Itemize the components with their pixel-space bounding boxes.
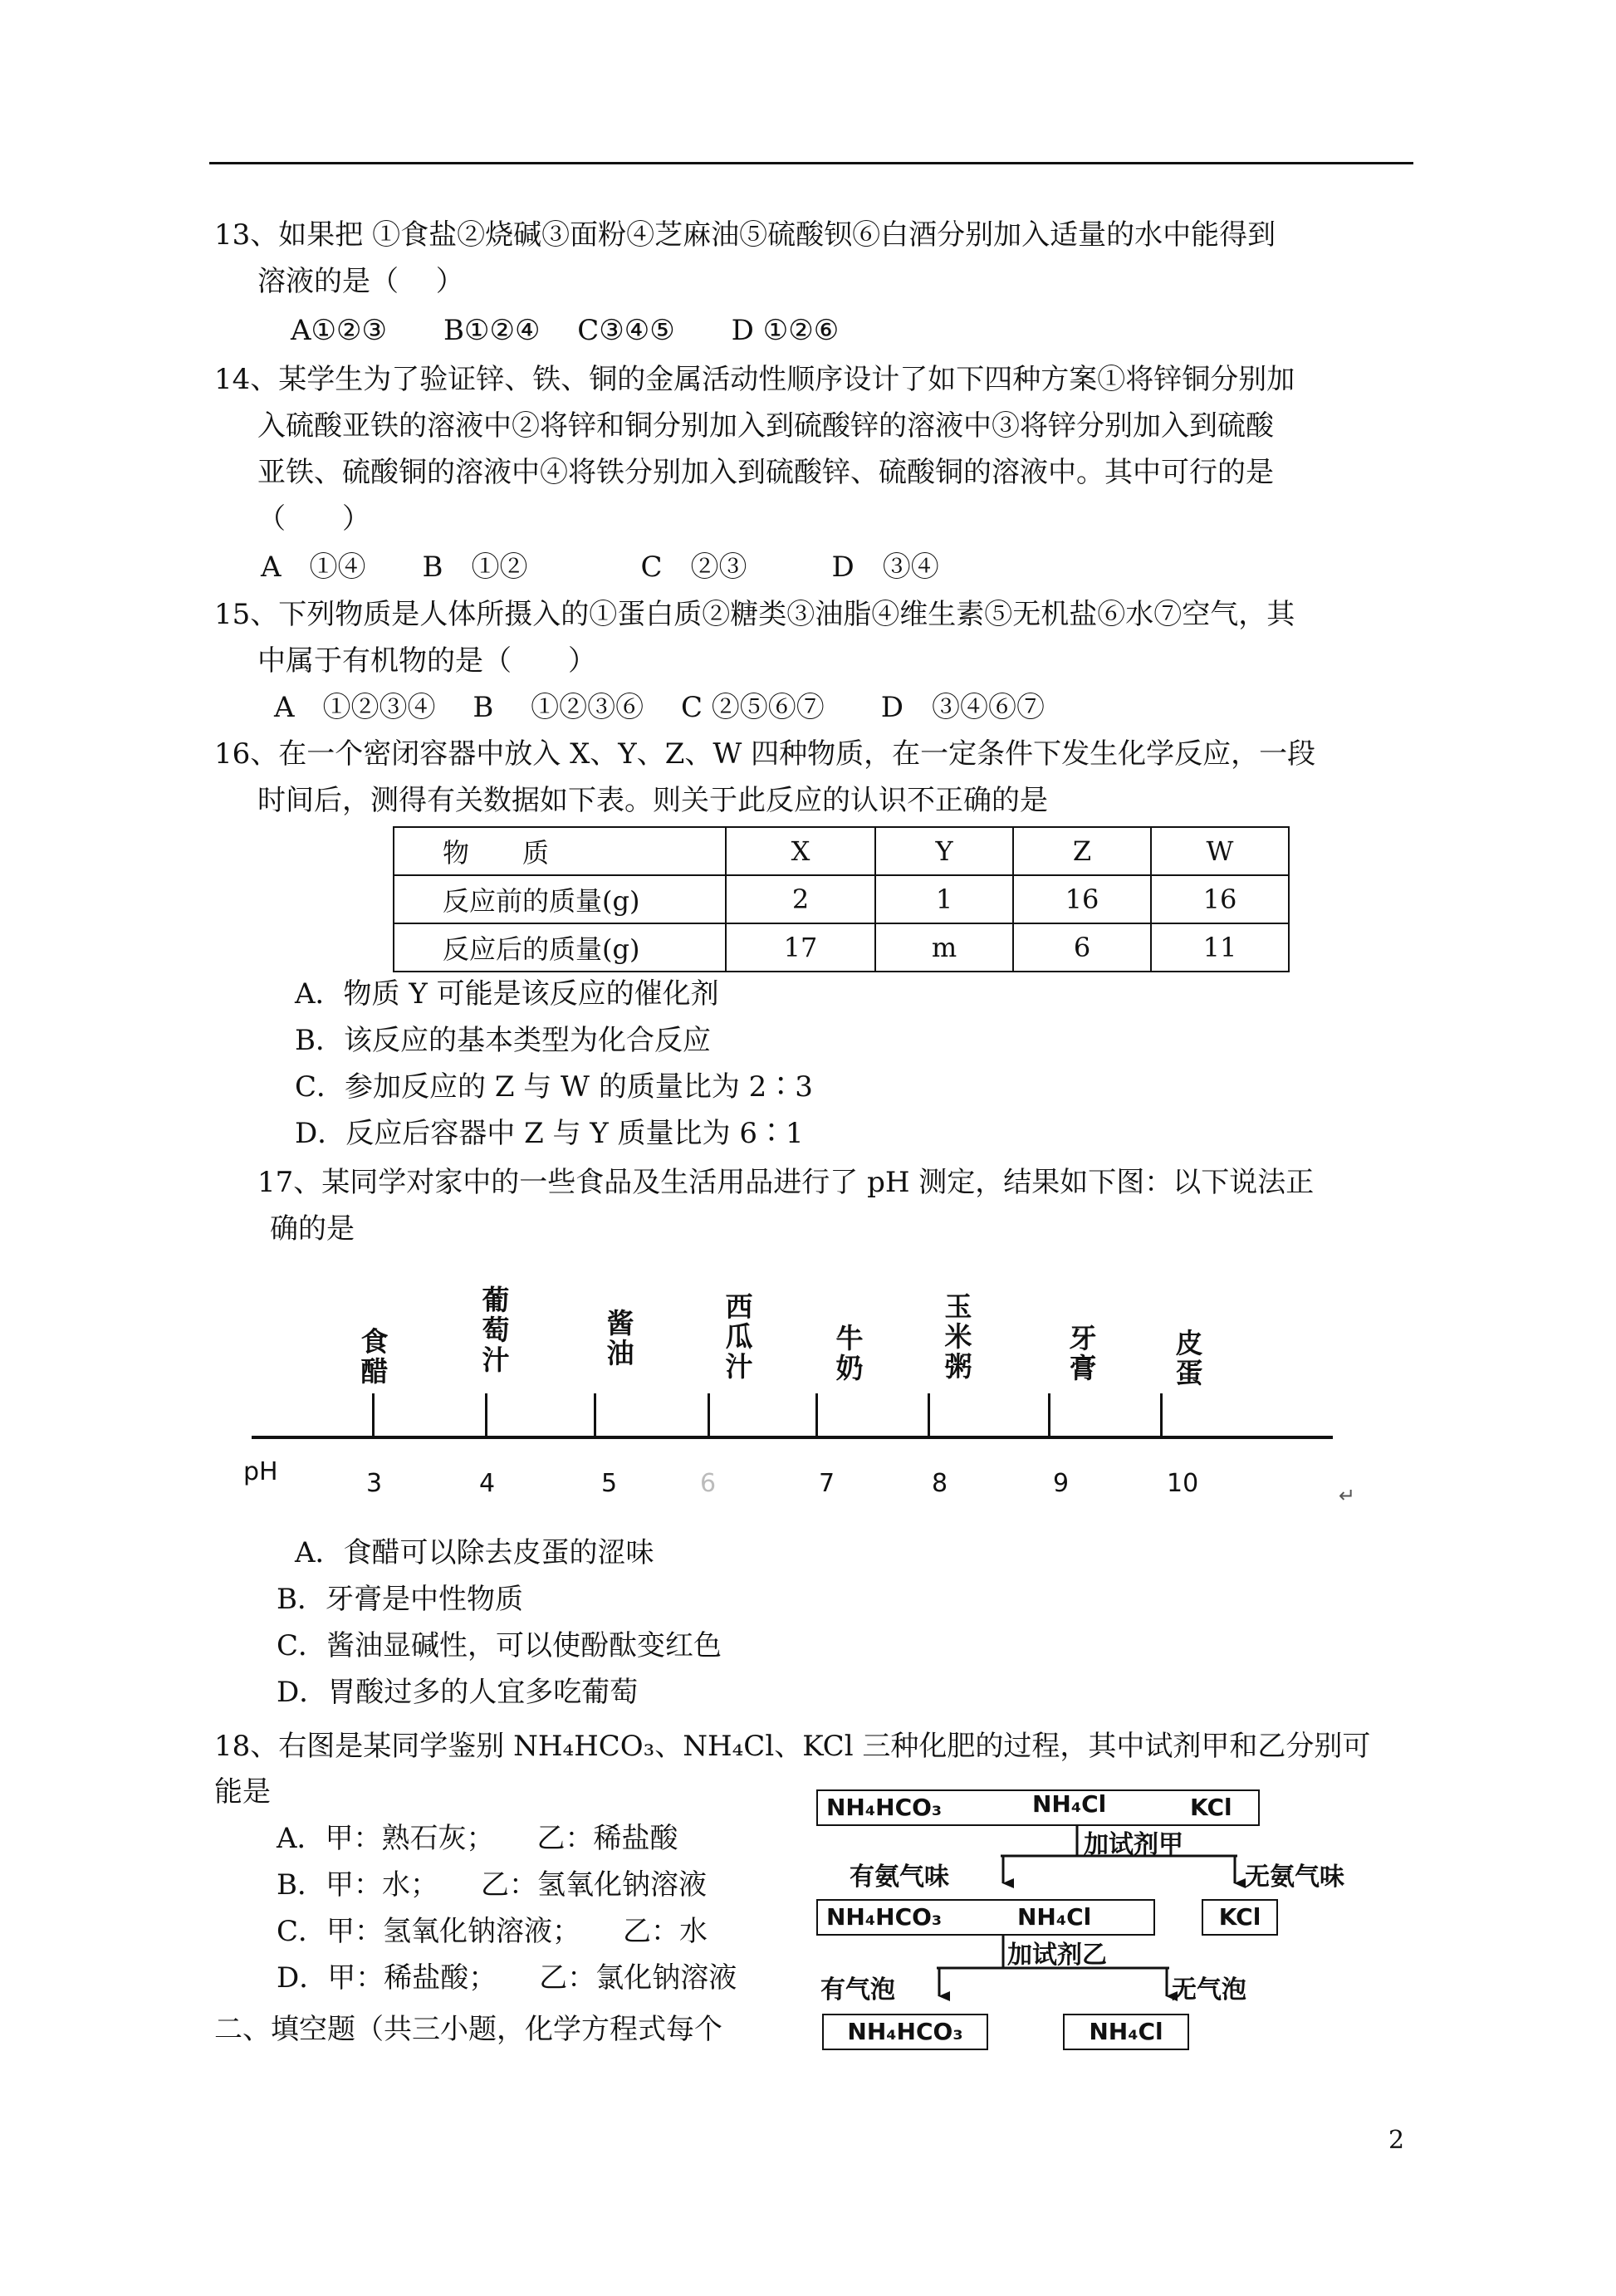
q16-stem: 16、在一个密闭容器中放入 X、Y、Z、W 四种物质，在一定条件下发生化学反应，一段 (214, 737, 1316, 771)
q14-stem-cont: 入硫酸亚铁的溶液中②将锌和铜分别加入到硫酸锌的溶液中③将锌分别加入到硫酸 (257, 409, 1274, 443)
flow-reagent-b: 加试剂乙 (1007, 1941, 1107, 1970)
q15-stem-cont: 中属于有机物的是（ ） (257, 644, 596, 678)
ph-tick-label: 7 (819, 1469, 835, 1498)
table-cell: 1 (875, 875, 1013, 923)
flow-box-mid (816, 1899, 1155, 1936)
q18-stem-cont: 能是 (214, 1775, 271, 1809)
ph-food-label: 食 醋 (360, 1325, 389, 1388)
table-cell: 11 (1151, 923, 1289, 972)
flow-box-kcl: KCl (1202, 1899, 1278, 1936)
flow-box-bottom: NH₄Cl (1063, 2014, 1189, 2050)
flow-branch-label: 无气泡 (1172, 1975, 1246, 2005)
flow-top-item: NH₄Cl (1032, 1790, 1107, 1818)
ph-food-label: 皮 蛋 (1175, 1327, 1203, 1389)
ph-food-label: 牙 膏 (1069, 1322, 1097, 1384)
table-cell: 17 (726, 923, 875, 972)
flow-reagent-a: 加试剂甲 (1084, 1830, 1183, 1859)
q18-stem: 18、右图是某同学鉴别 NH₄HCO₃、NH₄Cl、KCl 三种化肥的过程，其中试剂甲和乙分别可 (214, 1730, 1371, 1763)
page-number: 2 (1388, 2126, 1405, 2155)
flow-branch-label: 有气泡 (820, 1975, 895, 2005)
q15-stem: 15、下列物质是人体所摄入的①蛋白质②糖类③油脂④维生素⑤无机盐⑥水⑦空气，其 (214, 598, 1295, 631)
q17-stem-cont: 确的是 (270, 1212, 355, 1246)
q16-option-b: B．该反应的基本类型为化合反应 (295, 1024, 711, 1057)
ph-food-label: 酱 油 (606, 1307, 634, 1369)
q18-option-a: A．甲：熟石灰； 乙：稀盐酸 (277, 1822, 678, 1855)
q15-options: A ①②③④ B ①②③⑥ C ②⑤⑥⑦ D ③④⑥⑦ (274, 691, 1046, 724)
flow-branch-label: 无氨气味 (1245, 1863, 1344, 1892)
q14-stem-cont: 亚铁、硫酸铜的溶液中④将铁分别加入到硫酸锌、硫酸铜的溶液中。其中可行的是 (257, 456, 1274, 489)
q16-option-c: C．参加反应的 Z 与 W 的质量比为 2∶3 (295, 1070, 813, 1104)
table-cell: X (726, 827, 875, 875)
table-cell: W (1151, 827, 1289, 875)
q18-option-d: D．甲：稀盐酸； 乙：氯化钠溶液 (277, 1961, 737, 1995)
q13-options: A①②③ B①②④ C③④⑤ D ①②⑥ (291, 314, 840, 347)
section-2-heading: 二、填空题（共三小题，化学方程式每个 (214, 2013, 722, 2046)
table-cell: 2 (726, 875, 875, 923)
ph-food-label: 玉 米 粥 (944, 1290, 972, 1383)
table-cell: 反应后的质量(g) (394, 923, 726, 972)
table-cell: Z (1013, 827, 1151, 875)
flow-branch-label: 有氨气味 (850, 1863, 949, 1892)
q16-option-a: A．物质 Y 可能是该反应的催化剂 (295, 977, 719, 1011)
q17-stem: 17、某同学对家中的一些食品及生活用品进行了 pH 测定，结果如下图：以下说法正 (257, 1166, 1315, 1199)
ph-food-label: 西 瓜 汁 (725, 1290, 753, 1383)
table-cell: Y (875, 827, 1013, 875)
flow-top-item: NH₄HCO₃ (826, 1794, 943, 1821)
q16-option-d: D．反应后容器中 Z 与 Y 质量比为 6∶1 (295, 1117, 804, 1150)
ph-tick-label: 8 (932, 1469, 948, 1498)
flow-top-item: KCl (1190, 1794, 1232, 1821)
table-cell: 16 (1151, 875, 1289, 923)
ph-tick-label: 9 (1053, 1469, 1070, 1498)
q14-options: A ①④ B ①② C ②③ D ③④ (261, 551, 939, 584)
q17-option-d: D．胃酸过多的人宜多吃葡萄 (277, 1676, 639, 1709)
q14-blank: （ ） (257, 502, 370, 536)
ph-axis-label: pH (243, 1457, 278, 1486)
q18-option-c: C．甲：氢氧化钠溶液； 乙：水 (277, 1915, 708, 1948)
q18-option-b: B．甲：水； 乙：氢氧化钠溶液 (277, 1868, 707, 1902)
table-cell: 物 质 (394, 827, 726, 875)
table-cell: 反应前的质量(g) (394, 875, 726, 923)
flow-box-bottom: NH₄HCO₃ (822, 2014, 988, 2050)
table-cell: m (875, 923, 1013, 972)
ph-food-label: 葡 萄 汁 (482, 1284, 510, 1376)
ph-tick-label: 10 (1167, 1469, 1199, 1498)
q14-stem: 14、某学生为了验证锌、铁、铜的金属活动性顺序设计了如下四种方案①将锌铜分别加 (214, 363, 1295, 396)
ph-tick-label: 6 (700, 1469, 717, 1498)
q13-stem-cont: 溶液的是（ ） (257, 265, 464, 298)
ph-tick-label: 5 (601, 1469, 618, 1498)
table-cell: 6 (1013, 923, 1151, 972)
q16-stem-cont: 时间后，测得有关数据如下表。则关于此反应的认识不正确的是 (257, 784, 1048, 817)
flow-mid-item: NH₄Cl (1017, 1903, 1092, 1931)
ph-tick-label: 3 (366, 1469, 383, 1498)
q13-stem: 13、如果把 ①食盐②烧碱③面粉④芝麻油⑤硫酸钡⑥白酒分别加入适量的水中能得到 (214, 218, 1276, 252)
ph-food-label: 牛 奶 (835, 1322, 864, 1384)
q17-option-a: A．食醋可以除去皮蛋的涩味 (295, 1536, 654, 1569)
q17-option-b: B．牙膏是中性物质 (277, 1583, 523, 1616)
return-mark: ↵ (1339, 1484, 1356, 1507)
q17-option-c: C．酱油显碱性，可以使酚酞变红色 (277, 1629, 722, 1662)
ph-tick-label: 4 (479, 1469, 496, 1498)
flow-mid-item: NH₄HCO₃ (826, 1903, 943, 1931)
table-cell: 16 (1013, 875, 1151, 923)
